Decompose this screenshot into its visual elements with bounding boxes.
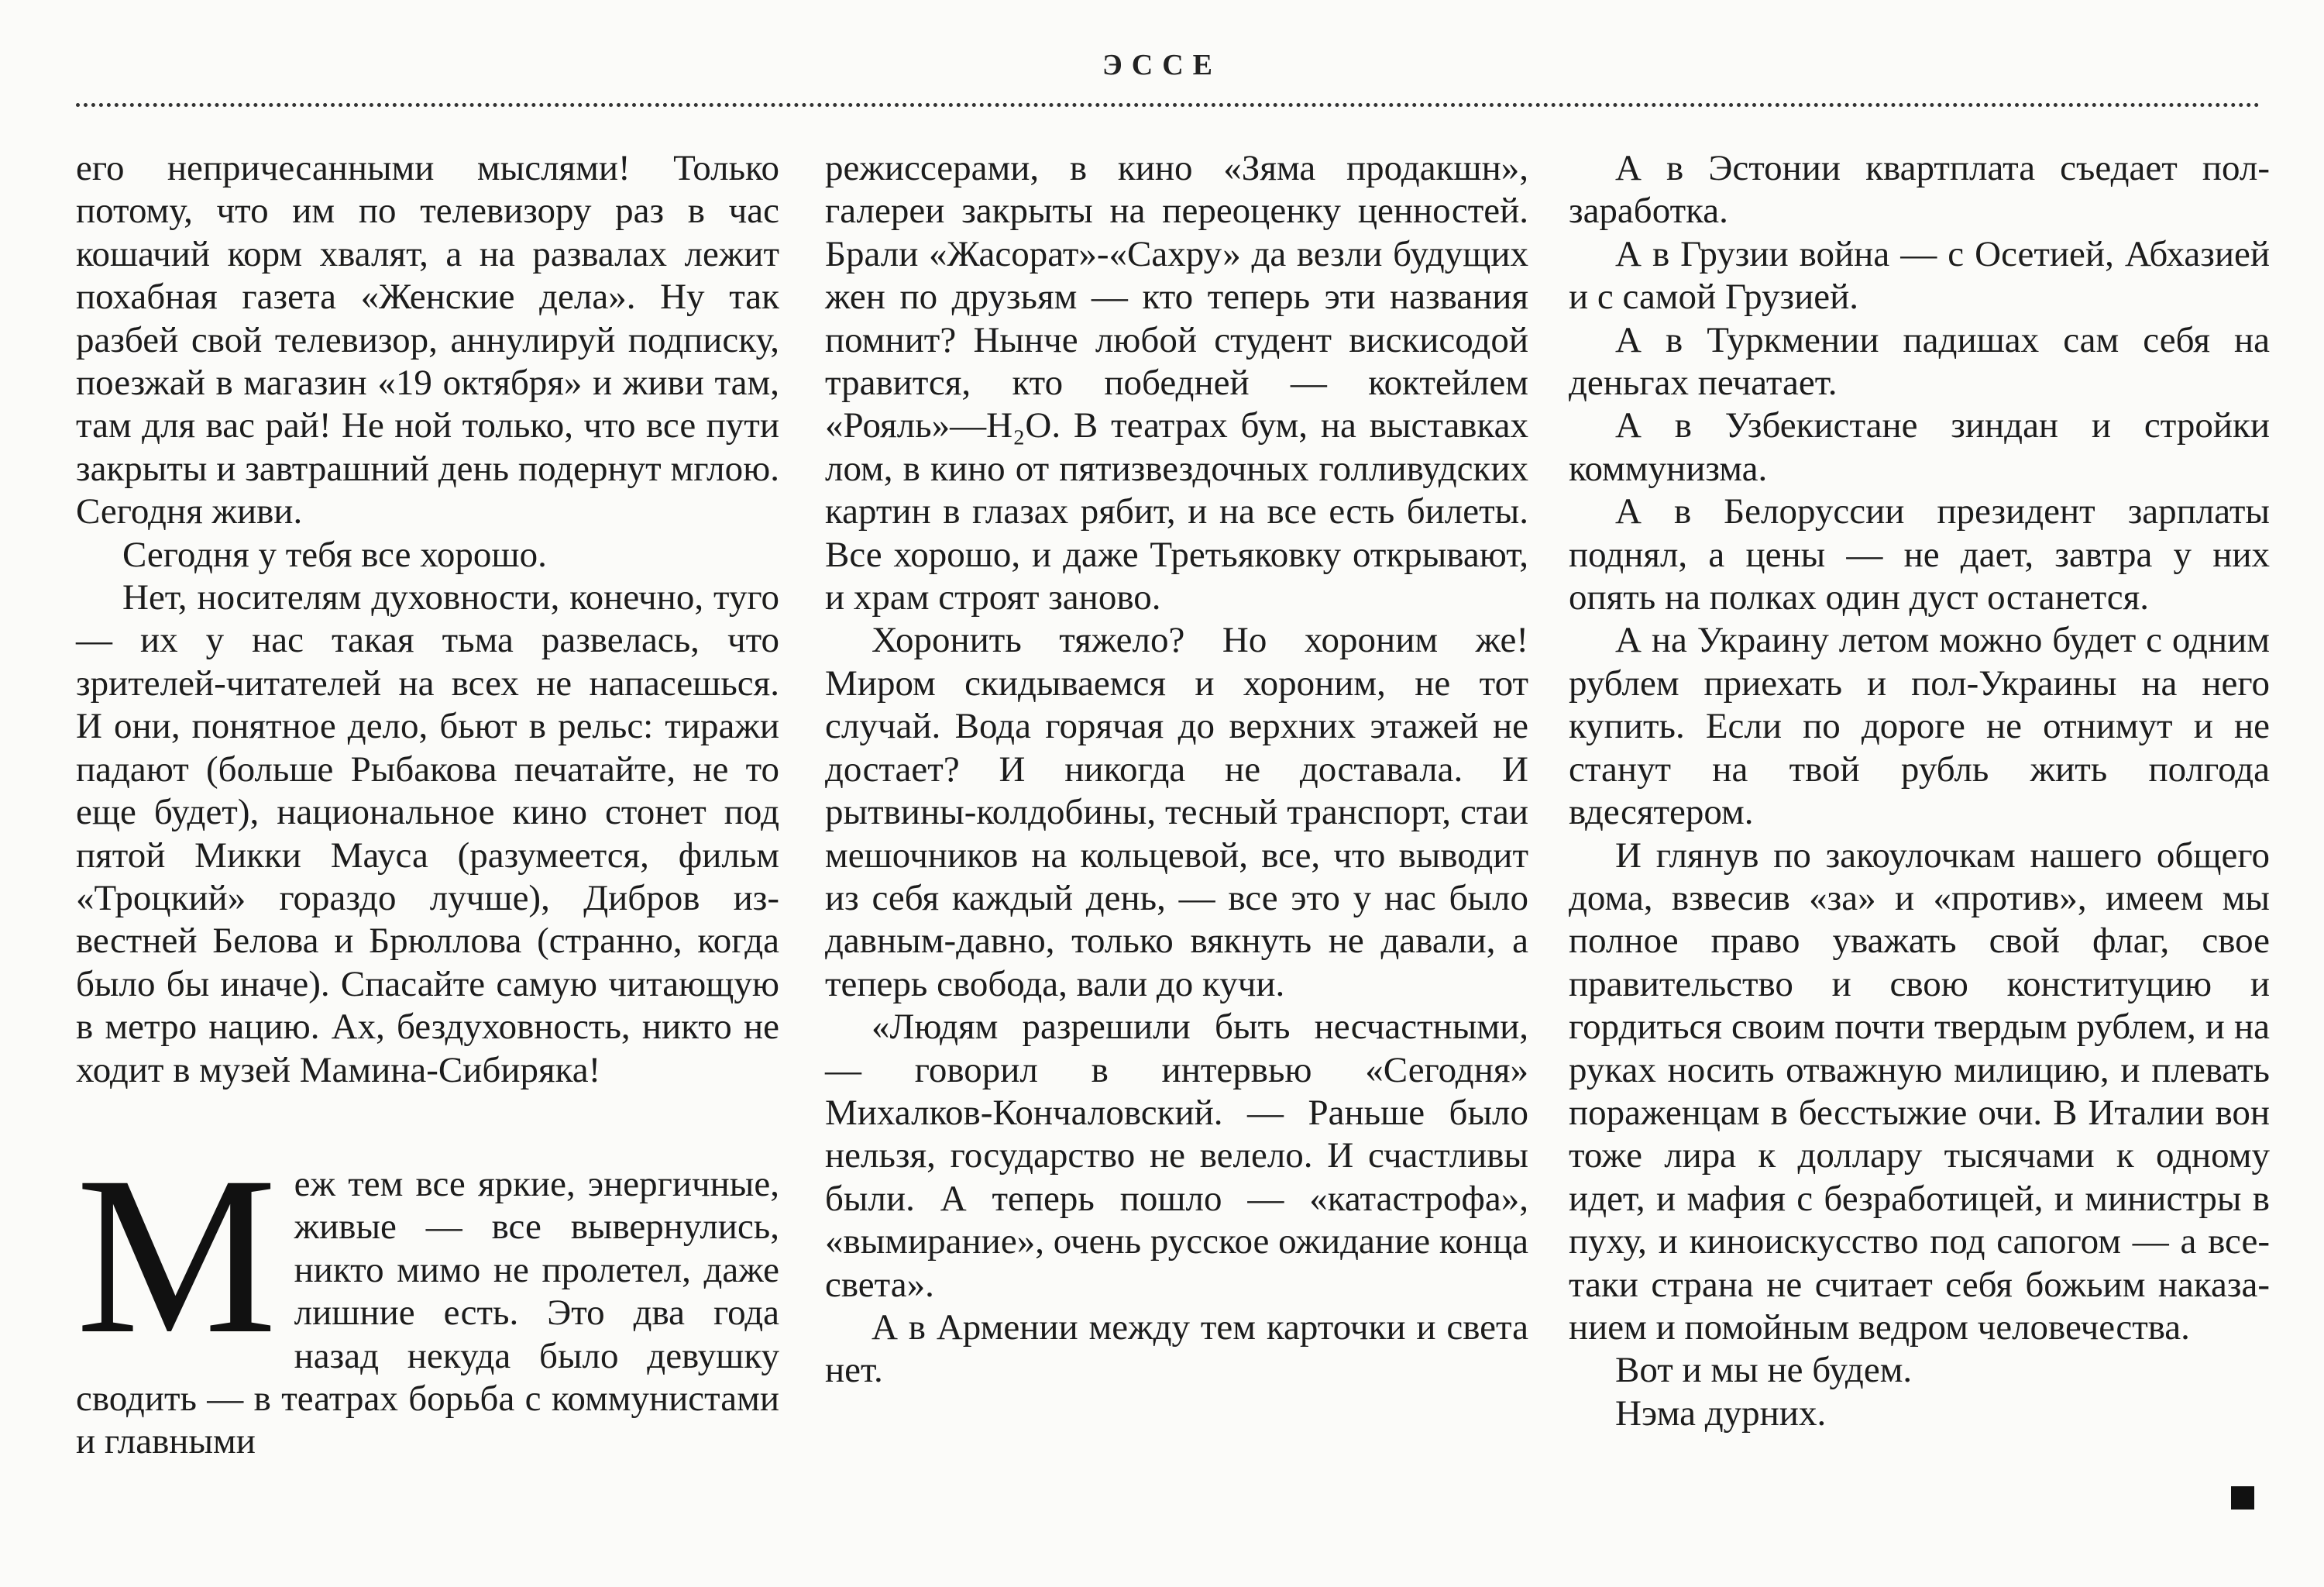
paragraph: Сегодня у тебя все хорошо. xyxy=(122,534,547,575)
paragraph: Нет, носителям духовности, конечно, туго — их у нас такая тьма развелась, что зрителей-читателей на всех не напасешься. И они, понятное дело, бьют в рельс: тиражи падают (больше Рыбакова печатайте, не то еще будет), национальное кино стонет под пятой Микки Мауса (разумеется, фильм «Троцкий» гораздо лучше), Дибров известней Белова и Брюллова (странно, когда было бы иначе). Спасайте самую читающую в метро нацию. Ах, бездуховность, никто не ходит в музей Мамина-Сибиряка! xyxy=(76,577,779,1090)
paragraph: режиссерами, в кино «Зяма продакшн», галереи закрыты на переоценку ценностей. Брали «Жасорат»-«Сахру» да везли будущих жен по друзьям — кто теперь эти названия помнит? Нынче любой студент вискисодой травится, кто победней — коктейлем «Рояль»—H₂O. В театрах бум, на выставках лом, в кино от пятизвездочных голливудских картин в глазах рябит, и на все есть билеты. Все хорошо, и даже Третьяковку открывают, и храм строят заново. xyxy=(825,148,1528,618)
section-header: ЭССЕ xyxy=(1102,49,1222,81)
header-dotted-rule xyxy=(76,103,2260,107)
paragraph: А в Туркмении падишах сам себя на деньгах печатает. xyxy=(1569,319,2270,404)
paragraph: Вот и мы не будем. xyxy=(1615,1350,1913,1391)
paragraph: А в Грузии война — с Осетией, Абхазией и с самой Грузией. xyxy=(1569,233,2270,318)
paragraph: И глянув по закоулочкам нашего общего дома, взвесив «за» и «против», имеем мы полное право уважать свой флаг, свое правительство и свою конституцию и гордиться своим почти твердым рублем, и на руках носить отважную милицию, и плевать пораженцам в бесстыжие очи. В Италии вон тоже лира к доллару тысячами к одному идет, и мафия с безработицей, и министры в пуху, и киноискусство под сапогом — а все-таки страна не считает себя божьим наказанием и помойным ведром человечества. xyxy=(1569,835,2270,1348)
paragraph: «Людям разрешили быть несчастными, — говорил в интервью «Сегодня» Михалков-Кончаловский. — Раньше было нельзя, государство не велело. И счастливы были. А теперь пошло — «катастрофа», «вымирание», очень русское ожидание конца света». xyxy=(825,1007,1528,1305)
text-column-2 xyxy=(825,147,1528,1392)
paragraph: А в Армении между тем карточки и света нет. xyxy=(825,1306,1528,1391)
paragraph: А в Узбекистане зиндан и стройки коммунизма. xyxy=(1569,405,2270,489)
drop-cap-letter: М xyxy=(76,1130,277,1381)
paragraph: его непричесанными мыслями! Только потому, что им по телевизору раз в час кошачий корм хвалят, а на развалах лежит похабная газета «Женские дела». Ну так разбей свой телевизор, аннулируй подписку, поезжай в магазин «19 октября» и живи там, там для вас рай! Не ной только, что все пути закрыты и завтрашний день подернут мглою. Сегодня живи. xyxy=(76,148,779,532)
paragraph: Хоронить тяжело? Но хороним же! Миром скидываемся и хороним, не тот случай. Вода горячая до верхних этажей не достает? И никогда не доставала. И рытвины-колдобины, тесный транспорт, стаи мешочников на кольцевой, все, что выводит из себя каждый день, — все это у нас было давным-давно, только вякнуть не давали, а теперь свобода, вали до кучи. xyxy=(825,620,1528,1004)
paragraph: Нэма дурних. xyxy=(1615,1392,1827,1434)
paragraph: А на Украину летом можно будет с одним рублем приехать и пол-Украины на него купить. Если по дороге не отнимут и не станут на твой рубль жить полгода вдесятером. xyxy=(1569,620,2270,833)
drop-cap-paragraph xyxy=(76,1130,779,1464)
text-column-3 xyxy=(1569,147,2270,1435)
paragraph: А в Эстонии квартплата съедает ползаработка. xyxy=(1569,148,2270,232)
text-column-1 xyxy=(76,147,779,1464)
paragraph: А в Белоруссии президент зарплаты поднял, а цены — не дает, завтра у них опять на полках один дуст останется. xyxy=(1569,491,2270,618)
end-of-article-square-icon xyxy=(2231,1486,2254,1510)
paragraph: еж тем все яркие, энергичные, живые — все вывернулись, никто мимо не пролетел, даже лишние есть. Это два года назад некуда было девушку сводить — в театрах борьба с коммунистами и главными xyxy=(76,1163,779,1462)
